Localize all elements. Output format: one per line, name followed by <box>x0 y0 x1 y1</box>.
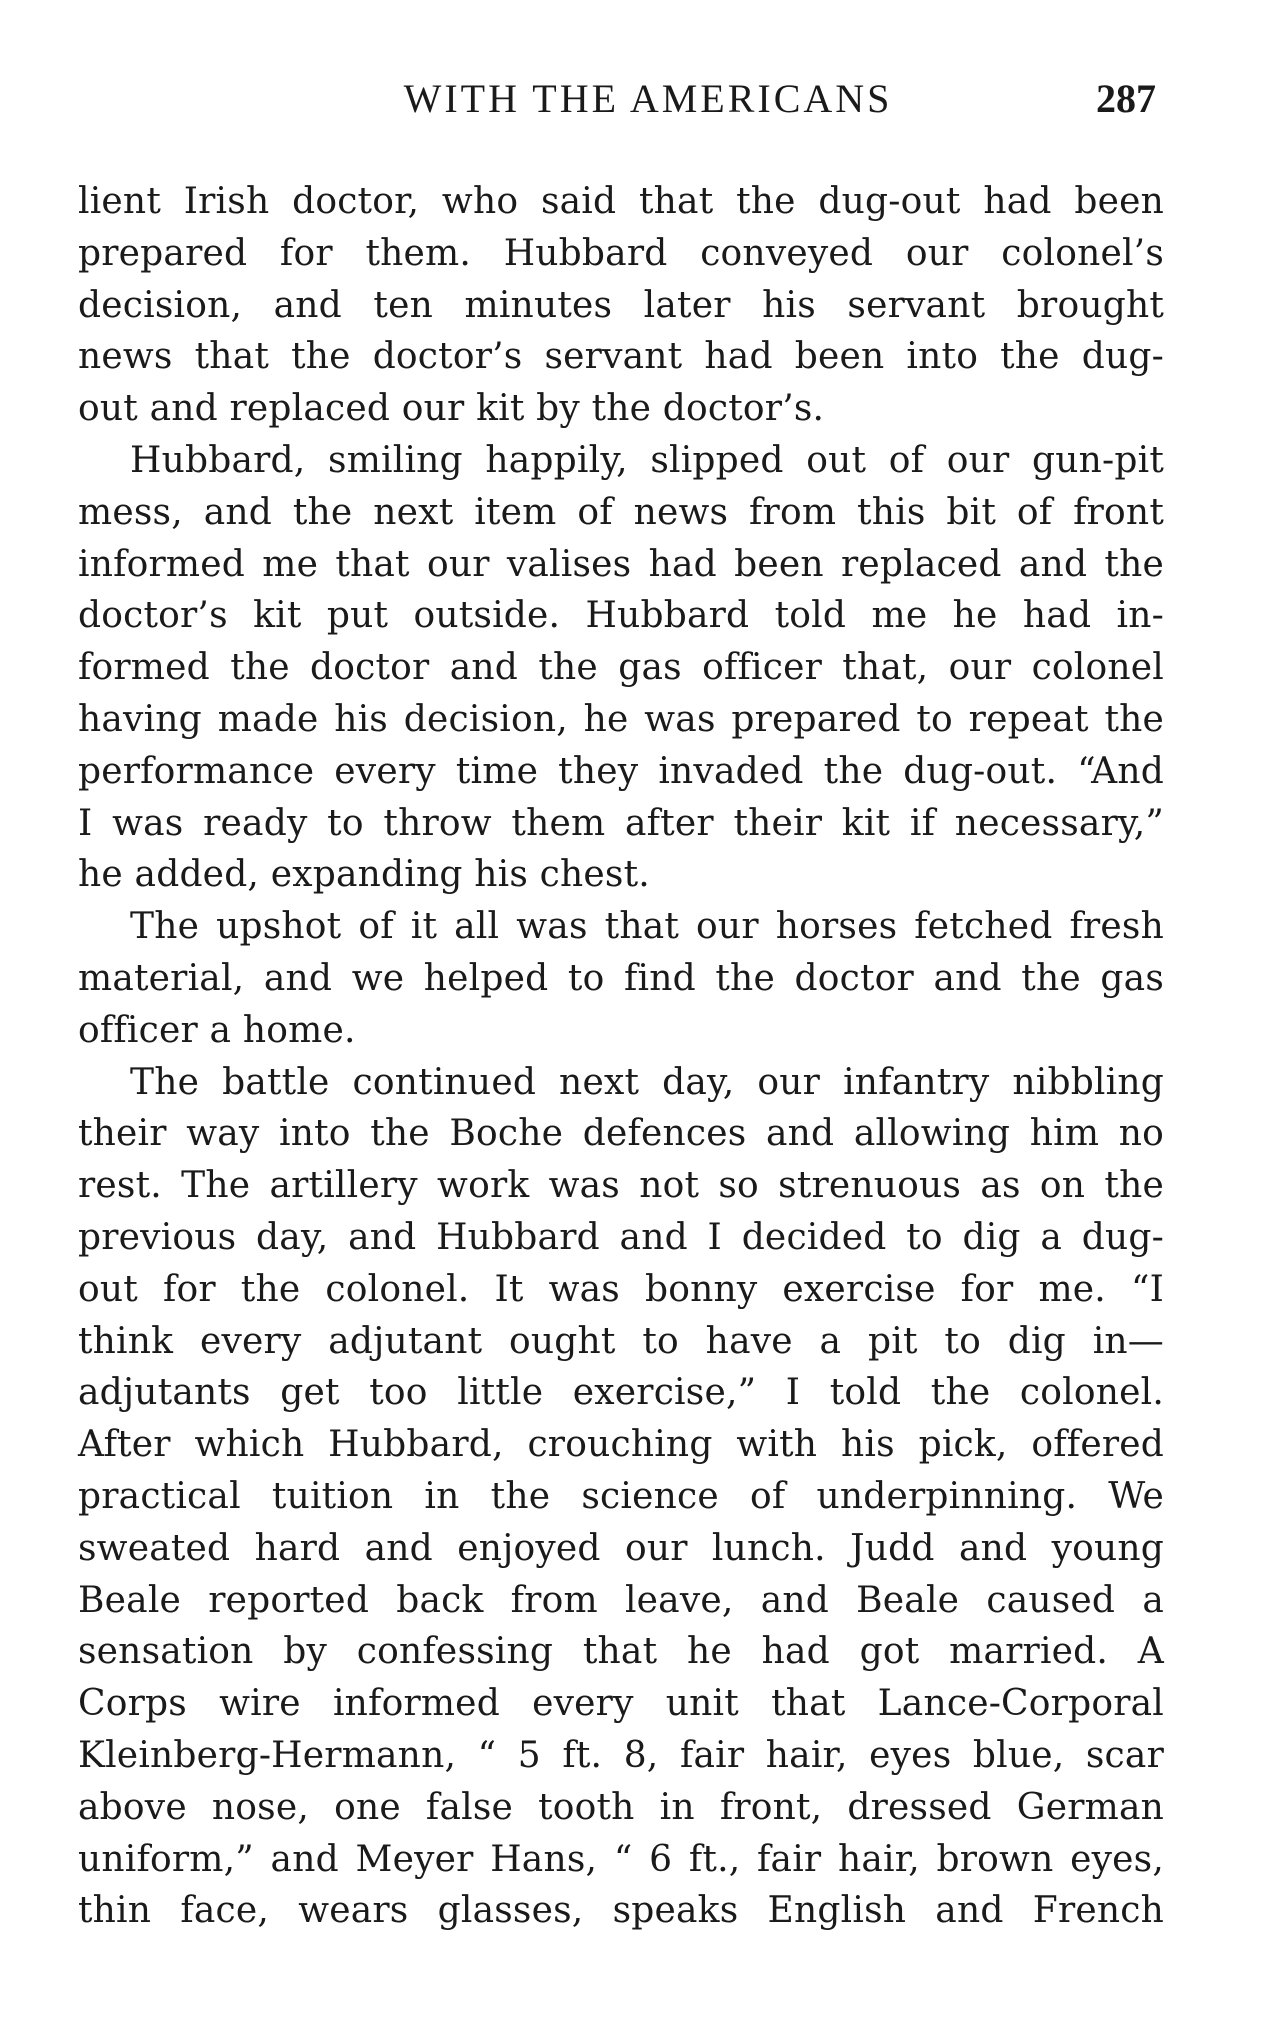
text-line: sensation by confessing that he had got married. A <box>78 1631 1164 1673</box>
text-line: uniform,” and Meyer Hans, “ 6 ft., fair hair, brown eyes, <box>78 1838 1164 1880</box>
text-line: Kleinberg-Hermann, “ 5 ft. 8, fair hair, eyes blue, scar <box>78 1734 1164 1776</box>
text-line: rest. The artillery work was not so strenuous as on the <box>78 1165 1164 1207</box>
page-number: 287 <box>1096 76 1156 121</box>
text-line: informed me that our valises had been replaced and the <box>78 543 1164 585</box>
text-line: decision, and ten minutes later his servant brought <box>78 284 1164 326</box>
text-line: their way into the Boche defences and allowing him no <box>78 1113 1164 1155</box>
text-line: above nose, one false tooth in front, dressed German <box>78 1786 1164 1828</box>
text-line: practical tuition in the science of underpinning. We <box>78 1475 1164 1517</box>
text-line: Hubbard, smiling happily, slipped out of our gun-pit <box>130 439 1164 481</box>
text-line: prepared for them. Hubbard conveyed our colonel’s <box>78 232 1164 274</box>
text-line: Corps wire informed every unit that Lance-Corporal <box>78 1683 1164 1725</box>
text-line: formed the doctor and the gas officer that, our colonel <box>78 647 1164 689</box>
text-line: material, and we helped to find the doctor and the gas <box>78 957 1164 999</box>
text-line: Beale reported back from leave, and Beale caused a <box>78 1579 1164 1621</box>
text-line: think every adjutant ought to have a pit to dig in— <box>78 1320 1164 1362</box>
text-line: The battle continued next day, our infantry nibbling <box>130 1061 1164 1103</box>
text-line: officer a home. <box>78 1009 356 1051</box>
text-line: After which Hubbard, crouching with his pick, offered <box>78 1424 1164 1466</box>
text-line: thin face, wears glasses, speaks English and French <box>78 1890 1164 1932</box>
running-title: WITH THE AMERICANS <box>403 76 893 121</box>
text-line: out for the colonel. It was bonny exercise for me. “I <box>78 1268 1164 1310</box>
text-line: mess, and the next item of news from this bit of front <box>78 491 1164 533</box>
text-line: sweated hard and enjoyed our lunch. Judd and young <box>78 1527 1164 1569</box>
text-line: I was ready to throw them after their kit if necessary,” <box>78 802 1164 844</box>
text-line: The upshot of it all was that our horses fetched fresh <box>130 906 1164 948</box>
text-line: lient Irish doctor, who said that the dug-out had been <box>78 181 1164 222</box>
text-line: previous day, and Hubbard and I decided to dig a dug- <box>78 1216 1164 1258</box>
text-line: he added, expanding his chest. <box>78 854 650 896</box>
body-text <box>78 176 1164 1937</box>
text-line: doctor’s kit put outside. Hubbard told me he had in- <box>78 595 1164 637</box>
running-head <box>80 74 1156 124</box>
text-line: having made his decision, he was prepared to repeat the <box>78 698 1164 740</box>
text-line: adjutants get too little exercise,” I told the colonel. <box>78 1372 1164 1414</box>
text-line: news that the doctor’s servant had been into the dug- <box>78 336 1164 378</box>
text-line: out and replaced our kit by the doctor’s. <box>78 388 825 430</box>
text-line: performance every time they invaded the dug-out. “And <box>78 750 1164 792</box>
